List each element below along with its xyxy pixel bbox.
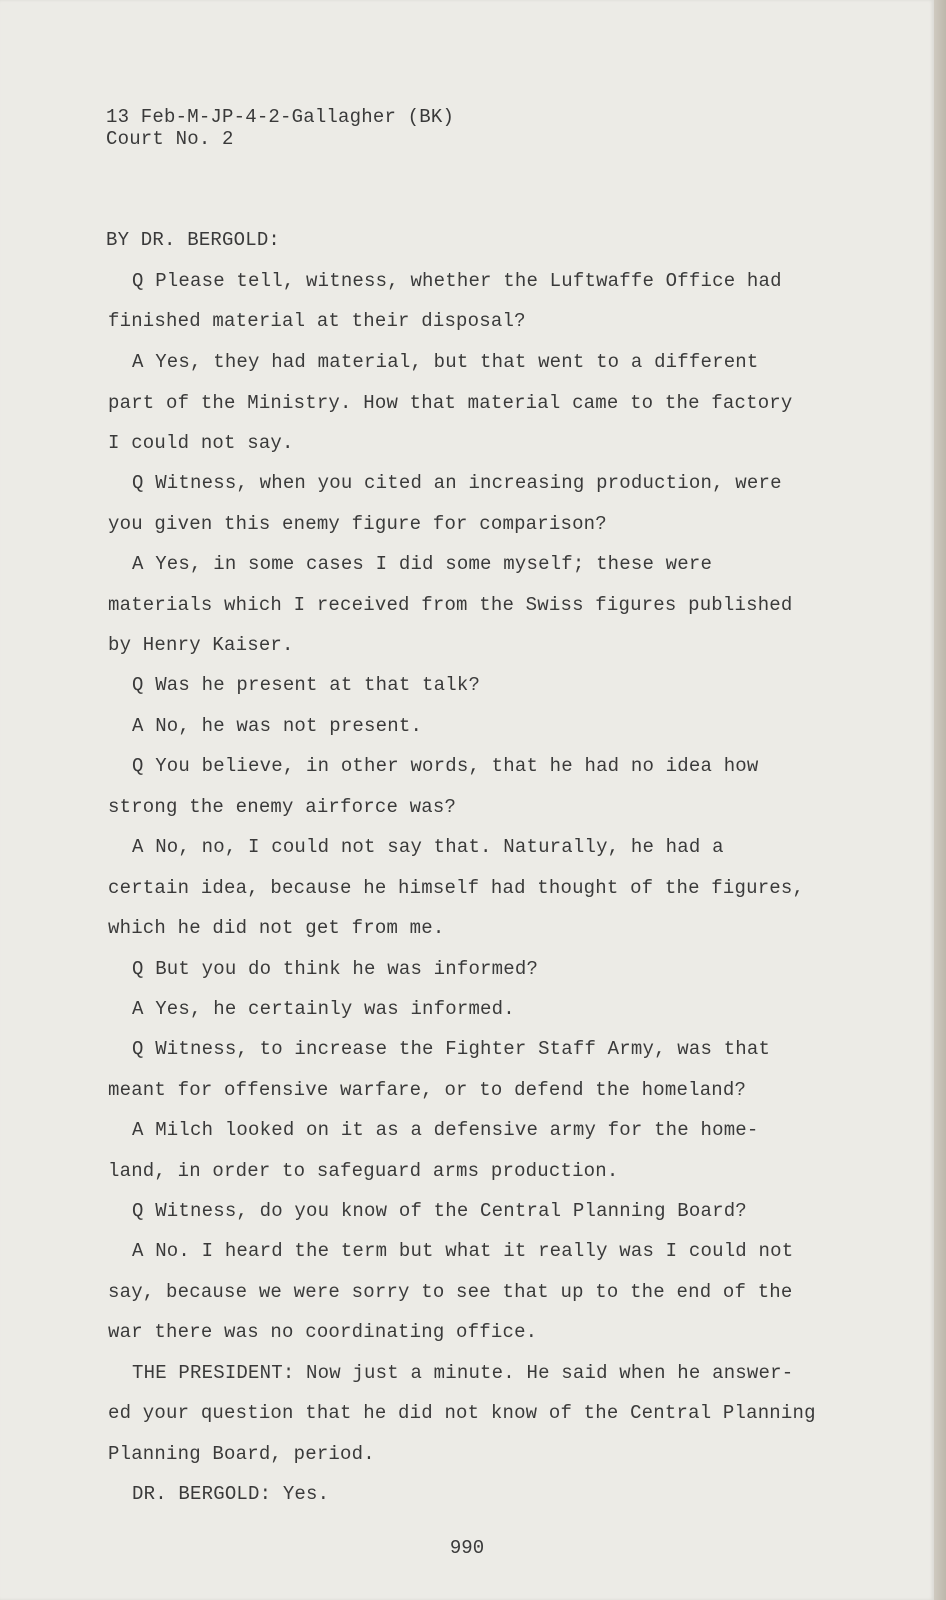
transcript-line: Q Please tell, witness, whether the Luftwaffe Office had [132,270,782,292]
transcript-line: which he did not get from me. [108,917,445,939]
transcript-line: Q Was he present at that talk? [132,674,481,696]
transcript-line: THE PRESIDENT: Now just a minute. He said when he answer- [132,1362,794,1384]
transcript-line: A Yes, they had material, but that went to a different [132,351,759,373]
transcript-line: land, in order to safeguard arms production. [108,1160,619,1182]
transcript-line: materials which I received from the Swiss figures published [108,594,793,616]
transcript-line: DR. BERGOLD: Yes. [132,1483,330,1505]
transcript-line: meant for offensive warfare, or to defend the homeland? [108,1079,747,1101]
transcript-line: Q Witness, when you cited an increasing production, were [132,472,782,494]
transcript-line: you given this enemy figure for comparison? [108,513,607,535]
transcript-line: A No. I heard the term but what it really was I could not [132,1240,794,1262]
transcript-line: A Milch looked on it as a defensive army for the home- [132,1119,759,1141]
transcript-line: A No, no, I could not say that. Naturally, he had a [132,836,724,858]
transcript-line: I could not say. [108,432,294,454]
transcript-line: finished material at their disposal? [108,310,526,332]
transcript-line: BY DR. BERGOLD: [106,229,281,251]
transcript-line: Q Witness, to increase the Fighter Staff Army, was that [132,1038,771,1060]
transcript-line: Planning Board, period. [108,1443,375,1465]
transcript-line: war there was no coordinating office. [108,1321,538,1343]
transcript-line: certain idea, because he himself had thought of the figures, [108,877,805,899]
transcript-line: Q Witness, do you know of the Central Planning Board? [132,1200,747,1222]
transcript-line: A No, he was not present. [132,715,423,737]
transcript-line: A Yes, he certainly was informed. [132,998,515,1020]
header-line-2: Court No. 2 [106,128,234,150]
transcript-line: part of the Ministry. How that material came to the factory [108,392,793,414]
transcript-line: say, because we were sorry to see that up to the end of the [108,1281,793,1303]
page-edge [934,0,946,1600]
transcript-line: A Yes, in some cases I did some myself; these were [132,553,713,575]
transcript-line: strong the enemy airforce was? [108,796,457,818]
transcript-line: Q You believe, in other words, that he had no idea how [132,755,759,777]
document-header [106,106,454,150]
transcript-line: by Henry Kaiser. [108,634,294,656]
header-line-1: 13 Feb-M-JP-4-2-Gallagher (BK) [106,106,455,128]
transcript-line: Q But you do think he was informed? [132,958,539,980]
page-number: 990 [449,1537,485,1559]
transcript-line: ed your question that he did not know of the Central Planning [108,1402,816,1424]
